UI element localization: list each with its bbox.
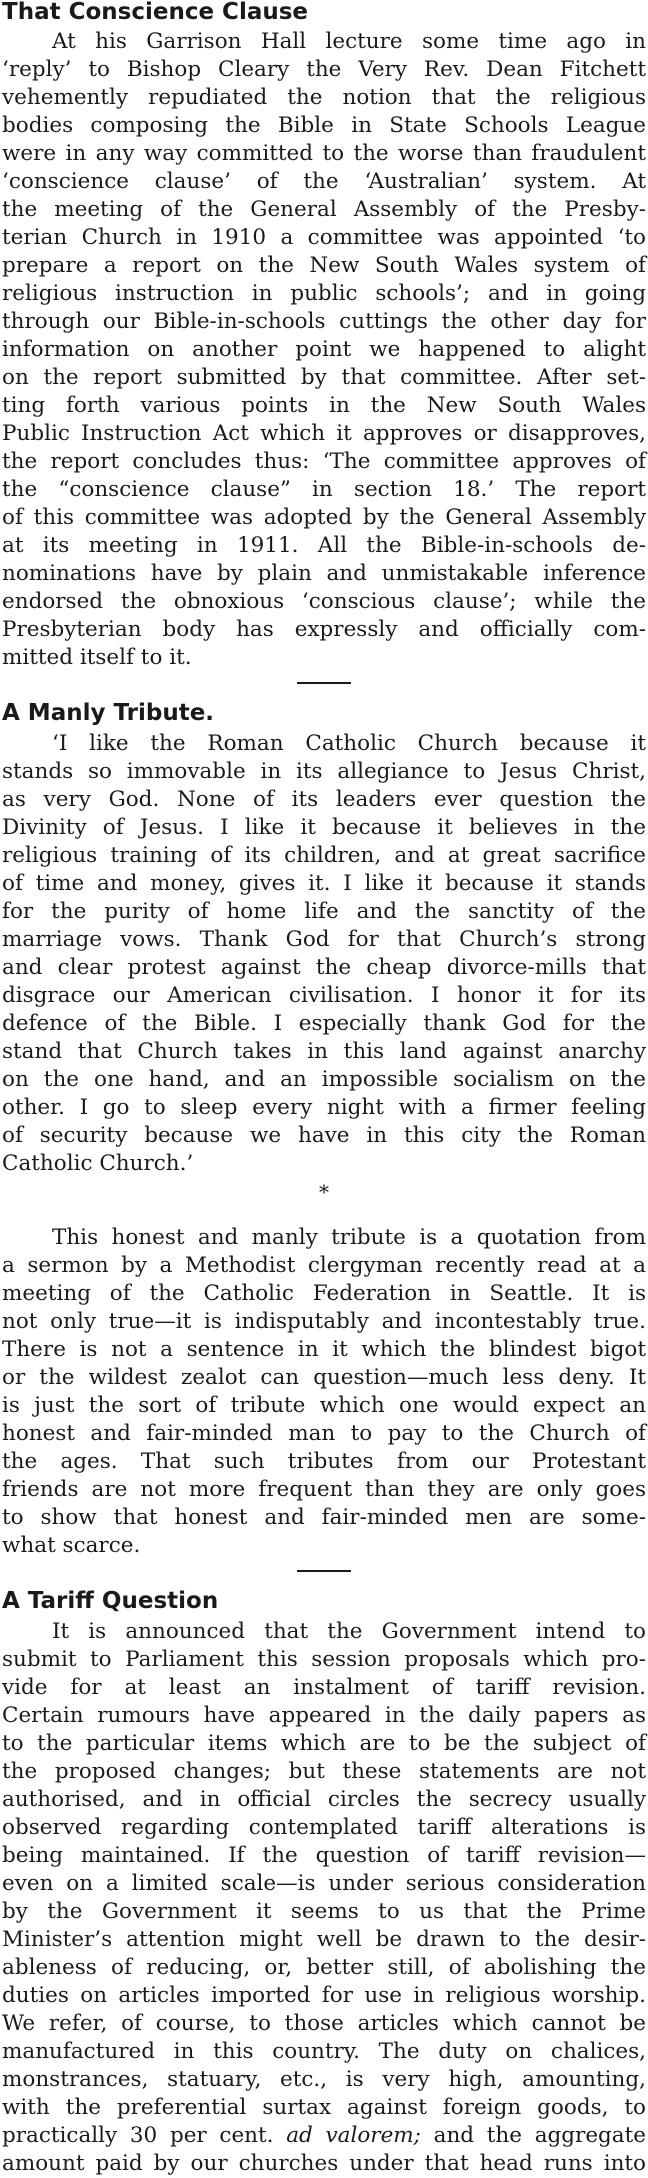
text-line: defence of the Bible. I especially thank God for the: [2, 1011, 646, 1036]
text-line: observed regarding contemplated tariff alterations is: [2, 1815, 646, 1840]
text-line: the meeting of the General Assembly of the Presby-: [2, 197, 646, 222]
text-line: duties on articles imported for use in religious worship.: [2, 1983, 646, 2008]
article-body: [2, 28, 646, 672]
text-line: disgrace our American civilisation. I honor it for its: [2, 983, 646, 1008]
article-heading: A Manly Tribute.: [2, 700, 215, 726]
text-line: to show that honest and fair-minded men are some-: [2, 1505, 646, 1530]
article-body: [2, 730, 646, 1178]
text-line: authorised, and in official circles the secrecy usually: [2, 1787, 646, 1812]
text-line: a sermon by a Methodist clergyman recently read at a: [2, 1253, 646, 1278]
text-line: stands so immovable in its allegiance to Jesus Christ,: [2, 759, 646, 784]
text-line: vide for at least an instalment of tariff revision.: [2, 1675, 646, 1700]
text-line: of security because we have in this city the Roman: [2, 1123, 646, 1148]
text-line: on the report submitted by that committee. After set-: [2, 365, 646, 390]
text-line: the report concludes thus: ‘The committee approves of: [2, 449, 646, 474]
text-line: Certain rumours have appeared in the daily papers as: [2, 1703, 646, 1728]
text-line: friends are not more frequent than they are only goes: [2, 1477, 646, 1502]
text-line: honest and fair-minded man to pay to the Church of: [2, 1421, 646, 1446]
text-line: being maintained. If the question of tariff revision—: [2, 1843, 646, 1868]
text-line: vehemently repudiated the notion that the religious: [2, 85, 646, 110]
text-line: bodies composing the Bible in State Schools League: [2, 113, 646, 138]
article-body: [2, 1618, 646, 2178]
text-line: Minister’s attention might well be drawn to the desir-: [2, 1927, 646, 1952]
text-line: of this committee was adopted by the General Assembly: [2, 505, 646, 530]
text-line: marriage vows. Thank God for that Church’s strong: [2, 927, 646, 952]
text-line: monstrances, statuary, etc., is very high, amounting,: [2, 2067, 646, 2092]
article-heading: That Conscience Clause: [2, 0, 309, 25]
text-line: There is not a sentence in it which the blindest bigot: [2, 1337, 646, 1362]
section-divider: [297, 1570, 351, 1572]
section-divider: [297, 682, 351, 684]
spacer: [2, 1206, 646, 1224]
text-line: at its meeting in 1911. All the Bible-in-schools de-: [2, 533, 646, 558]
article-body-continued: [2, 1224, 646, 1560]
article-heading: A Tariff Question: [2, 1588, 219, 1614]
text-fragment: and the aggregate: [420, 2123, 646, 2148]
text-line: ‘conscience clause’ of the ‘Australian’ system. At: [2, 169, 646, 194]
text-line: even on a limited scale—is under serious consideration: [2, 1871, 646, 1896]
italic-phrase: ad valorem;: [286, 2123, 421, 2148]
text-line: as very God. None of its leaders ever question the: [2, 787, 646, 812]
text-line: of time and money, gives it. I like it because it stands: [2, 871, 646, 896]
article-tariff-question: [2, 1584, 646, 2178]
text-line: meeting of the Catholic Federation in Seattle. It is: [2, 1281, 646, 1306]
text-line: Catholic Church.’: [2, 1151, 194, 1176]
text-line: or the wildest zealot can question—much less deny. It: [2, 1365, 646, 1390]
text-line-italic: [2, 2122, 646, 2150]
text-line: for the purity of home life and the sanctity of the: [2, 899, 646, 924]
text-line: It is announced that the Government intend to: [52, 1619, 646, 1644]
text-line: information on another point we happened to alight: [2, 337, 646, 362]
text-line: We refer, of course, to those articles which cannot be: [2, 2011, 646, 2036]
text-line: and clear protest against the cheap divorce-mills that: [2, 955, 646, 980]
text-line: were in any way committed to the worse than fraudulent: [2, 141, 646, 166]
text-line: amount paid by our churches under that head runs into: [2, 2151, 646, 2176]
text-line: religious instruction in public schools’; and in going: [2, 281, 646, 306]
text-line: This honest and manly tribute is a quotation from: [52, 1225, 646, 1250]
text-line: other. I go to sleep every night with a firmer feeling: [2, 1095, 646, 1120]
text-line: religious training of its children, and at great sacrifice: [2, 843, 646, 868]
text-line: mitted itself to it.: [2, 645, 192, 670]
text-line: the proposed changes; but these statements are not: [2, 1759, 646, 1784]
text-line: with the preferential surtax against foreign goods, to: [2, 2095, 646, 2120]
text-line: stand that Church takes in this land against anarchy: [2, 1039, 646, 1064]
asterisk-separator: *: [319, 1180, 329, 1204]
text-line: ‘I like the Roman Catholic Church because it: [52, 731, 646, 756]
text-line: ting forth various points in the New South Wales: [2, 393, 646, 418]
text-line: what scarce.: [2, 1533, 141, 1558]
text-line: the “conscience clause” in section 18.’ The report: [2, 477, 646, 502]
text-line: by the Government it seems to us that the Prime: [2, 1899, 646, 1924]
text-line: Presbyterian body has expressly and officially com-: [2, 617, 646, 642]
text-line: nominations have by plain and unmistakable inference: [2, 561, 646, 586]
text-fragment: practically 30 per cent.: [2, 2123, 287, 2148]
text-line: not only true—it is indisputably and incontestably true.: [2, 1309, 646, 1334]
article-manly-tribute: [2, 696, 646, 1560]
text-line: to the particular items which are to be the subject of: [2, 1731, 646, 1756]
text-line: through our Bible-in-schools cuttings the other day for: [2, 309, 646, 334]
text-line: is just the sort of tribute which one would expect an: [2, 1393, 646, 1418]
article-conscience-clause: [2, 0, 646, 672]
text-line: ‘reply’ to Bishop Cleary the Very Rev. Dean Fitchett: [2, 57, 646, 82]
text-line: Public Instruction Act which it approves or disapproves,: [2, 421, 646, 446]
text-line: prepare a report on the New South Wales system of: [2, 253, 646, 278]
text-line: manufactured in this country. The duty on chalices,: [2, 2039, 646, 2064]
text-line: endorsed the obnoxious ‘conscious clause’; while the: [2, 589, 646, 614]
text-line: ableness of reducing, or, better still, of abolishing the: [2, 1955, 646, 1980]
text-line: the ages. That such tributes from our Protestant: [2, 1449, 646, 1474]
text-line: terian Church in 1910 a committee was appointed ‘to: [2, 225, 646, 250]
text-line: Divinity of Jesus. I like it because it believes in the: [2, 815, 646, 840]
text-line: At his Garrison Hall lecture some time ago in: [52, 29, 646, 54]
text-line: submit to Parliament this session proposals which pro-: [2, 1647, 646, 1672]
text-line: on the one hand, and an impossible socialism on the: [2, 1067, 646, 1092]
